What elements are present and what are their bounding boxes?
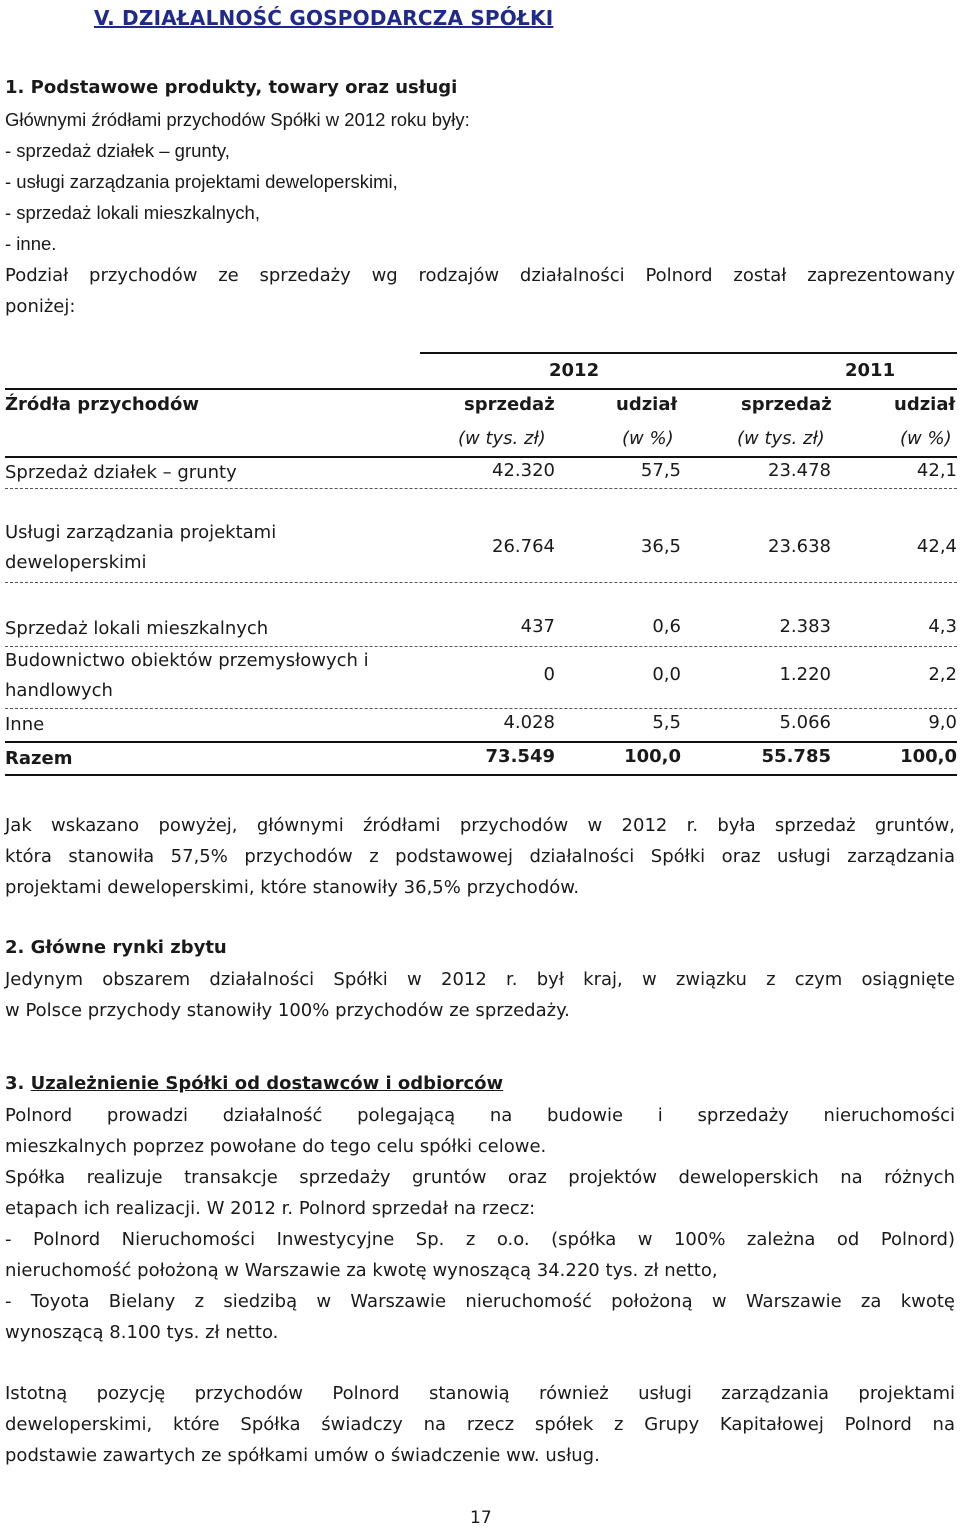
cell-sales-2011: 1.220 [779,664,831,685]
paragraph-line: mieszkalnych poprzez powołane do tego celu spółki celowe. [5,1136,547,1157]
column-header-share-2011: udział [894,394,956,415]
paragraph-line: która stanowiła 57,5% przychodów z podstawowej działalności Spółki oraz usługi zarządzania [5,846,955,867]
total-label: Razem [5,748,73,769]
paragraph-line: Istotną pozycję przychodów Polnord stanowią również usługi zarządzania projektami [5,1383,955,1404]
unit-sales-2011: (w tys. zł) [737,428,825,449]
row-divider [5,582,957,583]
table-header-rule [5,388,957,390]
total-top-rule [5,741,957,743]
column-header-sales-2011: sprzedaż [741,394,832,415]
cell-share-2012: 0,0 [652,664,681,685]
section-3-heading: Uzależnienie Spółki od dostawców i odbiorców [30,1073,504,1094]
section-2-number: 2. [5,937,25,958]
paragraph-line: nieruchomość położoną w Warszawie za kwotę wynoszącą 34.220 tys. zł netto, [5,1260,718,1281]
paragraph-line: - Toyota Bielany z siedzibą w Warszawie nieruchomość położoną w Warszawie za kwotę [5,1291,955,1312]
cell-sales-2011: 23.478 [768,460,831,481]
cell-share-2012: 57,5 [640,460,681,481]
unit-sales-2012: (w tys. zł) [458,428,546,449]
row-label: Budownictwo obiektów przemysłowych i handlowych [5,650,369,701]
table-row [5,458,957,490]
table-top-rule [420,352,957,354]
year-header-2012: 2012 [549,360,600,381]
cell-share-2011: 9,0 [928,712,957,733]
list-item: - inne. [5,233,57,254]
table-total-row [5,744,957,774]
total-sales-2011: 55.785 [761,746,831,767]
cell-share-2012: 36,5 [640,536,681,557]
section-2-heading: Główne rynki zbytu [30,937,227,958]
paragraph-line: etapach ich realizacji. W 2012 r. Polnord sprzedał na rzecz: [5,1198,536,1219]
table-row [5,518,957,582]
table-row [5,710,957,740]
cell-share-2012: 5,5 [652,712,681,733]
total-sales-2012: 73.549 [485,746,555,767]
row-label: Inne [5,714,45,735]
row-divider [5,708,957,709]
paragraph-line: w Polsce przychody stanowiły 100% przychodów ze sprzedaży. [5,1000,570,1021]
cell-sales-2011: 23.638 [768,536,831,557]
list-item: - usługi zarządzania projektami deweloperskimi, [5,171,398,192]
paragraph-line: poniżej: [5,296,76,317]
paragraph-line: - Polnord Nieruchomości Inwestycyjne Sp. z o.o. (spółka w 100% zależna od Polnord) [5,1229,955,1250]
column-header-share-2012: udział [616,394,678,415]
paragraph-line: projektami deweloperskimi, które stanowiły 36,5% przychodów. [5,877,580,898]
total-share-2011: 100,0 [900,746,957,767]
column-header-sales-2012: sprzedaż [464,394,555,415]
cell-sales-2012: 0 [543,664,555,685]
paragraph-line: wynoszącą 8.100 tys. zł netto. [5,1322,279,1343]
row-divider [5,488,957,489]
paragraph-line: Jedynym obszarem działalności Spółki w 2012 r. był kraj, w związku z czym osiągnięte [5,969,955,990]
row-label: Usługi zarządzania projektami deweloperskimi [5,522,277,573]
section-2-title [5,937,227,958]
section-1-intro: Głównymi źródłami przychodów Spółki w 2012 roku były: [5,109,470,130]
cell-share-2011: 4,3 [928,616,957,637]
cell-sales-2012: 26.764 [492,536,555,557]
page-number: 17 [470,1508,492,1528]
list-item: - sprzedaż działek – grunty, [5,140,230,161]
section-3-number: 3. [5,1073,25,1094]
list-item: - sprzedaż lokali mieszkalnych, [5,202,260,223]
paragraph-line: Podział przychodów ze sprzedaży wg rodzajów działalności Polnord został zaprezentowany [5,265,955,286]
table-row [5,646,957,708]
cell-share-2011: 2,2 [928,664,957,685]
column-header-source: Źródła przychodów [5,394,199,415]
cell-sales-2012: 42.320 [492,460,555,481]
cell-sales-2012: 437 [520,616,555,637]
chapter-heading: V. DZIAŁALNOŚĆ GOSPODARCZA SPÓŁKI [94,6,554,30]
section-1-title: 1. Podstawowe produkty, towary oraz usługi [5,77,458,98]
paragraph-line: Polnord prowadzi działalność polegającą na budowie i sprzedaży nieruchomości [5,1105,955,1126]
paragraph-line: podstawie zawartych ze spółkami umów o świadczenie ww. usług. [5,1445,600,1466]
total-bottom-rule [5,774,957,776]
table-row [5,614,957,644]
row-label: Sprzedaż lokali mieszkalnych [5,618,269,639]
unit-share-2011: (w %) [900,428,952,449]
unit-share-2012: (w %) [622,428,674,449]
cell-sales-2011: 5.066 [779,712,831,733]
section-3-title [5,1073,503,1094]
row-label: Sprzedaż działek – grunty [5,462,237,483]
cell-share-2011: 42,4 [916,536,957,557]
year-header-2011: 2011 [845,360,896,381]
cell-sales-2012: 4.028 [503,712,555,733]
cell-sales-2011: 2.383 [779,616,831,637]
paragraph-line: deweloperskimi, które Spółka świadczy na rzecz spółek z Grupy Kapitałowej Polnord na [5,1414,955,1435]
cell-share-2012: 0,6 [652,616,681,637]
cell-share-2011: 42,1 [916,460,957,481]
total-share-2012: 100,0 [624,746,681,767]
paragraph-line: Spółka realizuje transakcje sprzedaży gruntów oraz projektów deweloperskich na różnych [5,1167,955,1188]
paragraph-line: Jak wskazano powyżej, głównymi źródłami przychodów w 2012 r. była sprzedaż gruntów, [5,815,955,836]
